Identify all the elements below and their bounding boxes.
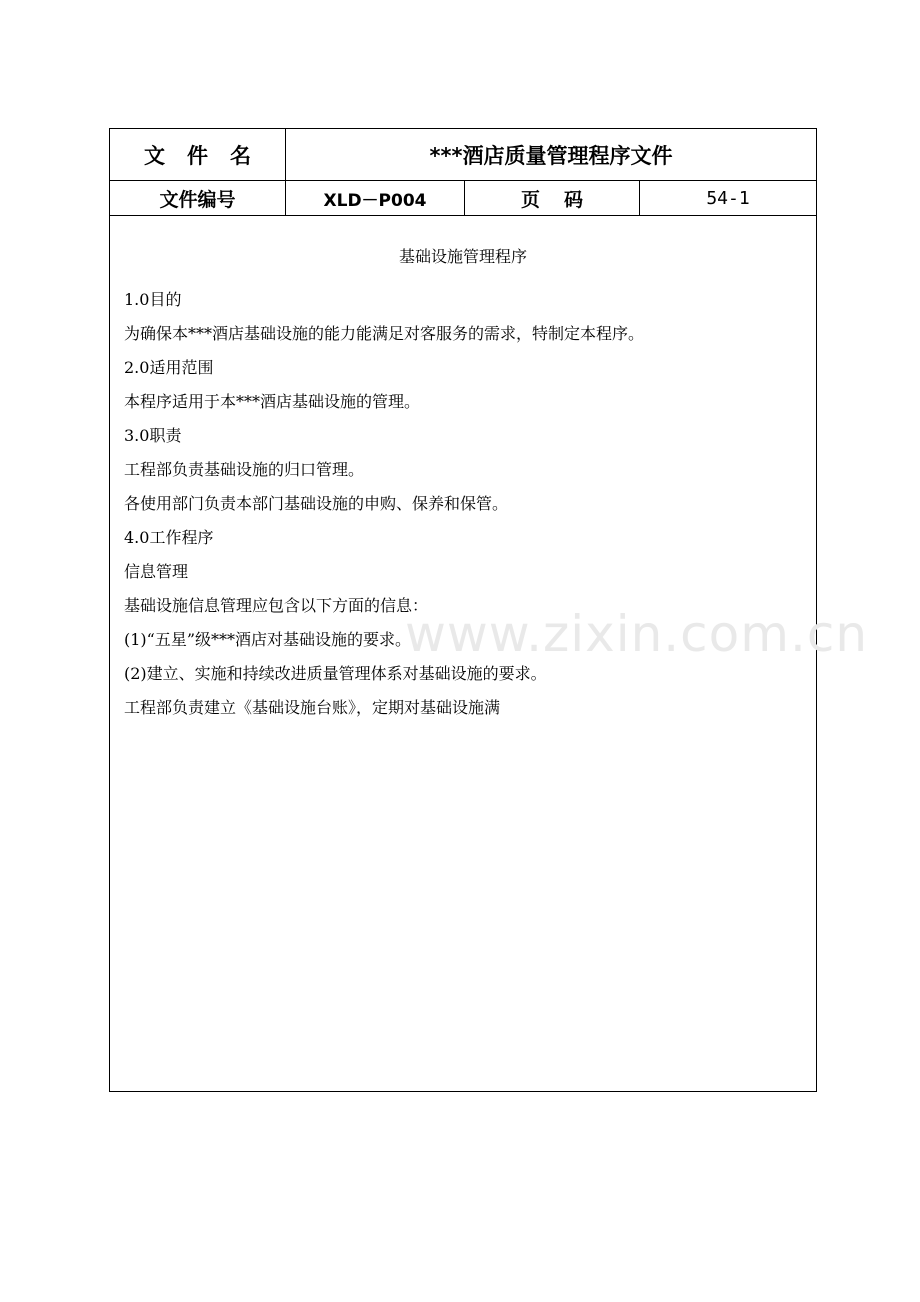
procedure-text <box>124 286 804 728</box>
section-1-title: 1.0目的 <box>124 290 182 309</box>
watermark: www.zixin.com.cn <box>405 605 869 663</box>
header-row-meta <box>110 181 816 216</box>
page-label: 页码 <box>465 181 640 215</box>
document-frame <box>109 128 817 1092</box>
section-4-text-1: 基础设施信息管理应包含以下方面的信息： <box>124 596 429 615</box>
section-4-item-1: (1)“五星”级***酒店对基础设施的要求。 <box>124 630 412 649</box>
file-title: ***酒店质量管理程序文件 <box>429 143 673 168</box>
file-no-value: XLD－P004 <box>286 181 465 215</box>
document-body <box>110 216 816 1091</box>
section-2-text: 本程序适用于本***酒店基础设施的管理。 <box>124 392 421 411</box>
header-row-title <box>110 129 816 181</box>
section-4-title: 4.0工作程序 <box>124 528 214 547</box>
section-4-text-2: 工程部负责建立《基础设施台账》，定期对基础设施满 <box>124 698 501 717</box>
section-3-title: 3.0职责 <box>124 426 182 445</box>
section-4-item-2: (2)建立、实施和持续改进质量管理体系对基础设施的要求。 <box>124 664 547 683</box>
section-3-text-2: 各使用部门负责本部门基础设施的申购、保养和保管。 <box>124 494 509 513</box>
section-4-subtitle: 信息管理 <box>124 562 189 581</box>
section-2-title: 2.0适用范围 <box>124 358 214 377</box>
file-name-label: 文件名 <box>110 129 286 180</box>
section-1-text: 为确保本***酒店基础设施的能力能满足对客服务的需求，特制定本程序。 <box>124 324 645 343</box>
section-3-text-1: 工程部负责基础设施的归口管理。 <box>124 460 365 479</box>
file-no-label: 文件编号 <box>110 181 286 215</box>
procedure-heading: 基础设施管理程序 <box>398 247 527 266</box>
page-number: 54-1 <box>706 187 750 209</box>
